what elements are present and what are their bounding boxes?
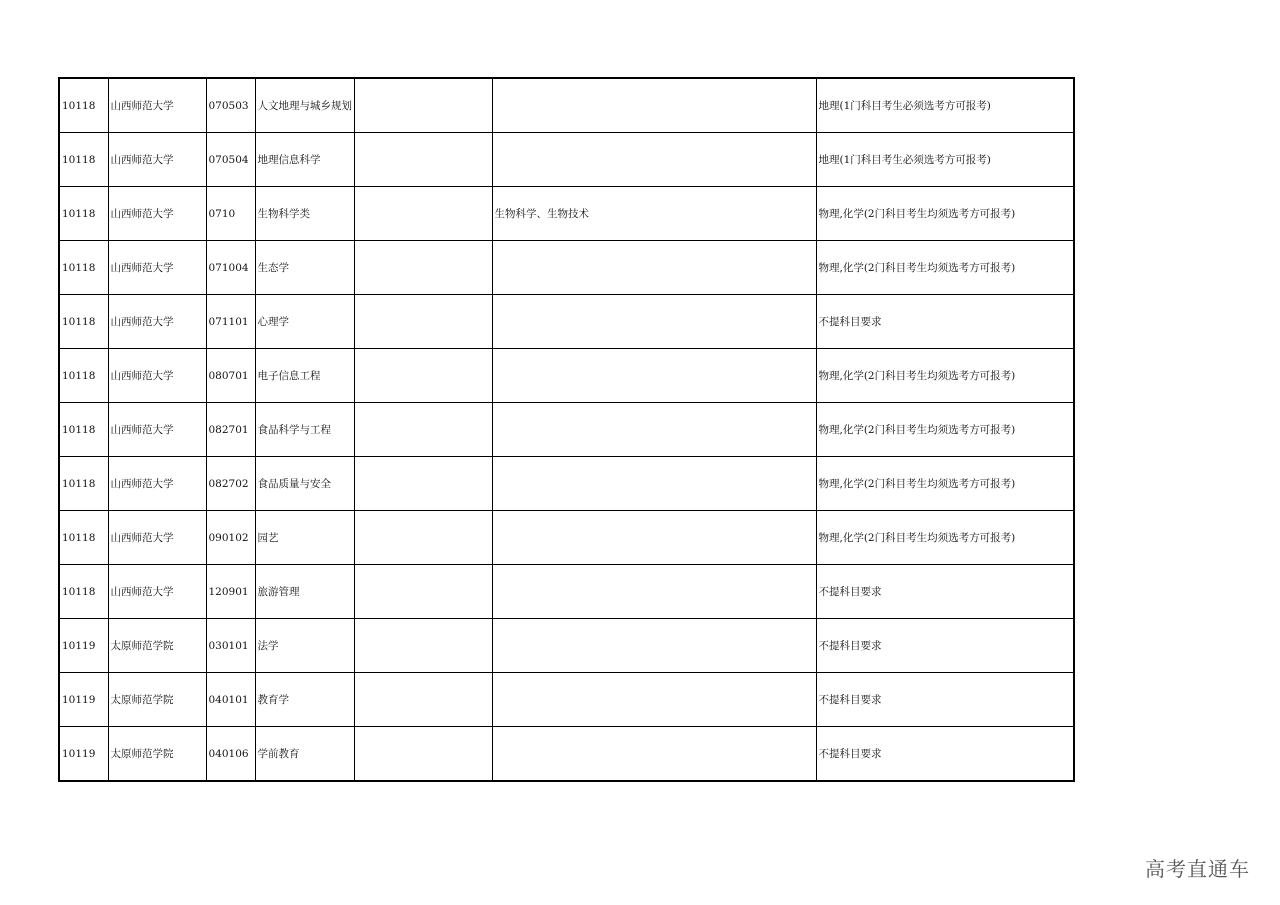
major-code-cell: 120901 xyxy=(206,565,255,619)
major-code-cell: 082701 xyxy=(206,403,255,457)
note-cell xyxy=(354,727,492,782)
major-code-cell: 071004 xyxy=(206,241,255,295)
table-row xyxy=(59,133,1074,187)
major-name-cell: 地理信息科学 xyxy=(255,133,354,187)
major-code-cell: 080701 xyxy=(206,349,255,403)
major-name-cell: 园艺 xyxy=(255,511,354,565)
note-cell xyxy=(354,457,492,511)
major-name-cell: 人文地理与城乡规划 xyxy=(255,78,354,133)
subject-requirement-cell: 不提科目要求 xyxy=(816,295,1074,349)
major-code-cell: 070504 xyxy=(206,133,255,187)
table-row xyxy=(59,673,1074,727)
major-code-cell: 040101 xyxy=(206,673,255,727)
major-code-cell: 071101 xyxy=(206,295,255,349)
table-row xyxy=(59,403,1074,457)
major-name-cell: 生物科学类 xyxy=(255,187,354,241)
institution-name-cell: 山西师范大学 xyxy=(108,78,206,133)
major-name-cell: 法学 xyxy=(255,619,354,673)
institution-name-cell: 山西师范大学 xyxy=(108,241,206,295)
note-cell xyxy=(354,403,492,457)
major-name-cell: 食品科学与工程 xyxy=(255,403,354,457)
subject-requirement-cell: 不提科目要求 xyxy=(816,565,1074,619)
institution-code-cell: 10118 xyxy=(59,511,108,565)
major-code-cell: 040106 xyxy=(206,727,255,782)
included-majors-cell xyxy=(492,78,816,133)
table-row xyxy=(59,241,1074,295)
institution-name-cell: 山西师范大学 xyxy=(108,349,206,403)
major-code-cell: 030101 xyxy=(206,619,255,673)
institution-name-cell: 山西师范大学 xyxy=(108,133,206,187)
institution-code-cell: 10118 xyxy=(59,133,108,187)
subject-requirement-cell: 地理(1门科目考生必须选考方可报考) xyxy=(816,78,1074,133)
institution-name-cell: 太原师范学院 xyxy=(108,673,206,727)
included-majors-cell xyxy=(492,133,816,187)
table-row xyxy=(59,511,1074,565)
subject-requirement-cell: 物理,化学(2门科目考生均须选考方可报考) xyxy=(816,187,1074,241)
major-code-cell: 090102 xyxy=(206,511,255,565)
table-row xyxy=(59,727,1074,782)
note-cell xyxy=(354,295,492,349)
subject-requirement-cell: 物理,化学(2门科目考生均须选考方可报考) xyxy=(816,511,1074,565)
subject-requirement-cell: 地理(1门科目考生必须选考方可报考) xyxy=(816,133,1074,187)
note-cell xyxy=(354,565,492,619)
major-name-cell: 生态学 xyxy=(255,241,354,295)
major-name-cell: 教育学 xyxy=(255,673,354,727)
note-cell xyxy=(354,187,492,241)
institution-name-cell: 山西师范大学 xyxy=(108,565,206,619)
institution-name-cell: 山西师范大学 xyxy=(108,403,206,457)
table-row xyxy=(59,295,1074,349)
included-majors-cell xyxy=(492,295,816,349)
subject-requirement-cell: 不提科目要求 xyxy=(816,619,1074,673)
major-name-cell: 电子信息工程 xyxy=(255,349,354,403)
included-majors-cell xyxy=(492,241,816,295)
note-cell xyxy=(354,78,492,133)
institution-code-cell: 10118 xyxy=(59,295,108,349)
table-row xyxy=(59,565,1074,619)
table-row xyxy=(59,349,1074,403)
institution-name-cell: 山西师范大学 xyxy=(108,511,206,565)
table-body xyxy=(59,78,1074,781)
major-code-cell: 082702 xyxy=(206,457,255,511)
note-cell xyxy=(354,241,492,295)
subject-requirement-cell: 物理,化学(2门科目考生均须选考方可报考) xyxy=(816,457,1074,511)
major-name-cell: 学前教育 xyxy=(255,727,354,782)
subject-requirement-cell: 不提科目要求 xyxy=(816,727,1074,782)
institution-code-cell: 10118 xyxy=(59,187,108,241)
institution-code-cell: 10119 xyxy=(59,727,108,782)
institution-name-cell: 山西师范大学 xyxy=(108,295,206,349)
table-row xyxy=(59,457,1074,511)
included-majors-cell xyxy=(492,565,816,619)
included-majors-cell xyxy=(492,511,816,565)
included-majors-cell xyxy=(492,457,816,511)
major-code-cell: 0710 xyxy=(206,187,255,241)
included-majors-cell xyxy=(492,349,816,403)
major-name-cell: 食品质量与安全 xyxy=(255,457,354,511)
table-row xyxy=(59,619,1074,673)
included-majors-cell xyxy=(492,403,816,457)
major-name-cell: 旅游管理 xyxy=(255,565,354,619)
subject-requirement-cell: 物理,化学(2门科目考生均须选考方可报考) xyxy=(816,241,1074,295)
institution-code-cell: 10118 xyxy=(59,457,108,511)
subject-requirement-cell: 不提科目要求 xyxy=(816,673,1074,727)
institution-code-cell: 10119 xyxy=(59,619,108,673)
institution-code-cell: 10118 xyxy=(59,403,108,457)
watermark-text: 高考直通车 xyxy=(1145,857,1250,881)
major-name-cell: 心理学 xyxy=(255,295,354,349)
included-majors-cell xyxy=(492,727,816,782)
included-majors-cell: 生物科学、生物技术 xyxy=(492,187,816,241)
table-row xyxy=(59,187,1074,241)
institution-name-cell: 太原师范学院 xyxy=(108,619,206,673)
institution-code-cell: 10118 xyxy=(59,565,108,619)
institution-code-cell: 10118 xyxy=(59,78,108,133)
note-cell xyxy=(354,673,492,727)
included-majors-cell xyxy=(492,673,816,727)
subject-requirement-cell: 物理,化学(2门科目考生均须选考方可报考) xyxy=(816,349,1074,403)
institution-name-cell: 太原师范学院 xyxy=(108,727,206,782)
institution-name-cell: 山西师范大学 xyxy=(108,457,206,511)
included-majors-cell xyxy=(492,619,816,673)
note-cell xyxy=(354,349,492,403)
table-row xyxy=(59,78,1074,133)
institution-code-cell: 10118 xyxy=(59,349,108,403)
subject-requirement-cell: 物理,化学(2门科目考生均须选考方可报考) xyxy=(816,403,1074,457)
note-cell xyxy=(354,511,492,565)
institution-code-cell: 10118 xyxy=(59,241,108,295)
institution-code-cell: 10119 xyxy=(59,673,108,727)
institution-name-cell: 山西师范大学 xyxy=(108,187,206,241)
note-cell xyxy=(354,619,492,673)
note-cell xyxy=(354,133,492,187)
major-code-cell: 070503 xyxy=(206,78,255,133)
subject-requirements-table xyxy=(58,77,1075,782)
